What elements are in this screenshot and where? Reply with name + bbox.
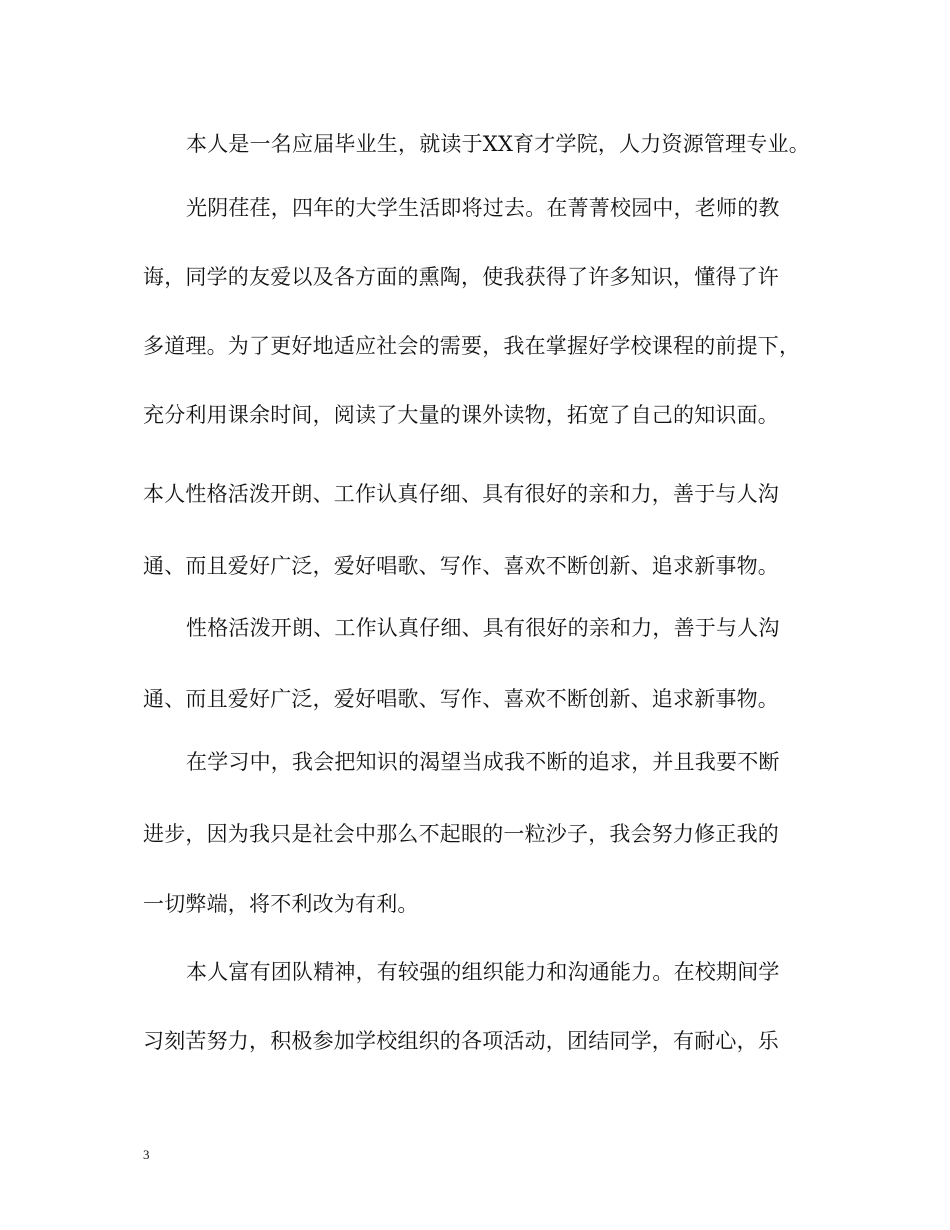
text-line: 诲，同学的友爱以及各方面的熏陶，使我获得了许多知识，懂得了许 (143, 265, 779, 289)
text-line: 在学习中，我会把知识的渴望当成我不断的追求，并且我要不断 (186, 750, 780, 774)
text-line: 本人是一名应届毕业生，就读于XX育才学院，人力资源管理专业。 (186, 132, 810, 156)
text-line: 性格活泼开朗、工作认真仔细、具有很好的亲和力，善于与人沟 (186, 616, 780, 640)
text-line: 光阴荏荏，四年的大学生活即将过去。在菁菁校园中，老师的教 (186, 196, 780, 220)
text-line: 习刻苦努力，积极参加学校组织的各项活动，团结同学，有耐心，乐 (143, 1029, 779, 1053)
text-line: 通、而且爱好广泛，爱好唱歌、写作、喜欢不断创新、追求新事物。 (143, 687, 779, 711)
text-line: 充分利用课余时间，阅读了大量的课外读物，拓宽了自己的知识面。 (143, 403, 779, 427)
text-line: 本人富有团队精神，有较强的组织能力和沟通能力。在校期间学 (186, 960, 780, 984)
page-number: 3 (143, 1147, 150, 1162)
text-line: 进步，因为我只是社会中那么不起眼的一粒沙子，我会努力修正我的 (143, 822, 779, 846)
text-line: 本人性格活泼开朗、工作认真仔细、具有很好的亲和力，善于与人沟 (143, 482, 779, 506)
text-line: 通、而且爱好广泛，爱好唱歌、写作、喜欢不断创新、追求新事物。 (143, 554, 779, 578)
text-line: 多道理。为了更好地适应社会的需要，我在掌握好学校课程的前提下， (143, 334, 801, 358)
text-line: 一切弊端，将不利改为有利。 (143, 892, 419, 916)
